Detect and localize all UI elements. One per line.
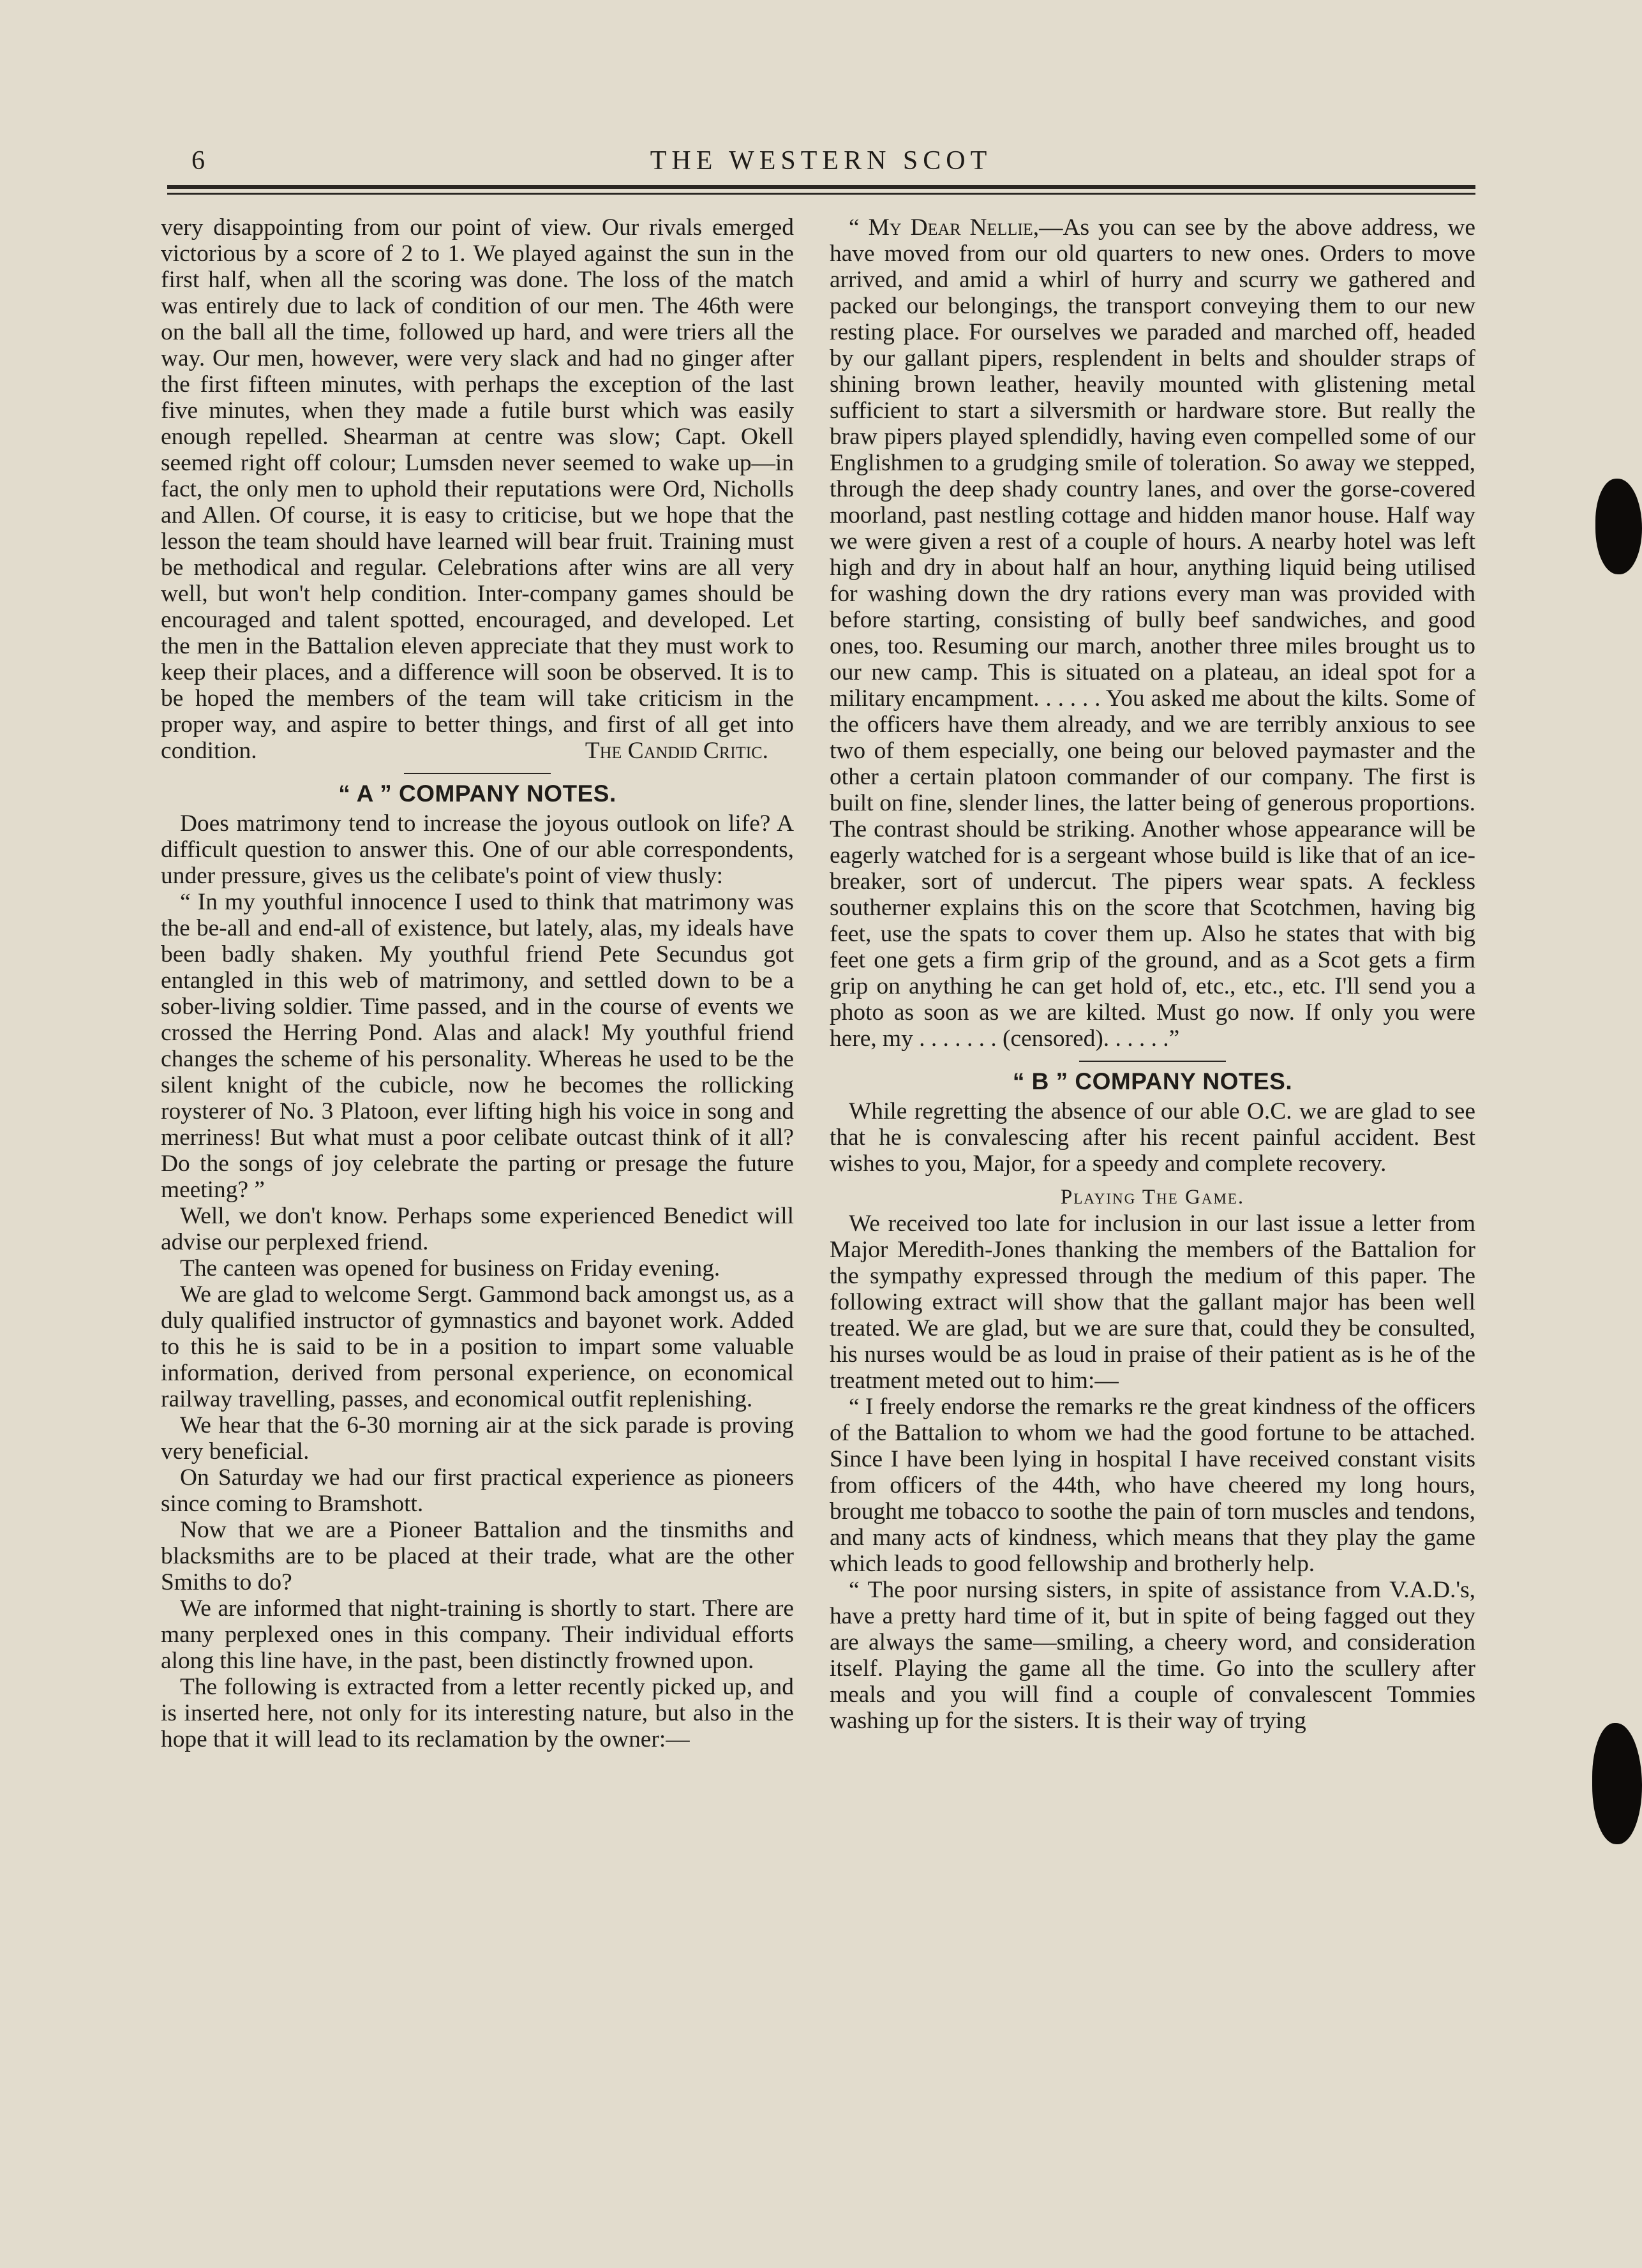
header-rule [167,185,1475,189]
signature: The Candid Critic. [585,738,768,764]
paragraph: very disappointing from our point of view. Our rivals emerged victorious by a score of 2 to 1. We played against the sun in the first half, when all the scoring was done. The loss of the match was entirely due to lack of condition of our men. The 46th were on the ball all the time, followed up hard, and were triers all the way. Our men, however, were very slack and had no ginger after the first fifteen minutes, with perhaps the exception of the last five minutes, when they made a futile burst which was easily enough repelled. Shearman at centre was slow; Capt. Okell seemed right off colour; Lumsden never seemed to wake up—in fact, the only men to uphold their reputations were Ord, Nicholls and Allen. Of course, it is easy to criticise, but we hope that the lesson the team should have learned will bear fruit. Training must be methodical and regular. Celebrations after wins are all very well, but won't help condition. Inter-company games should be encouraged and talent spotted, encouraged, and developed. Let the men in the Battalion eleven appreciate that they must work to keep their places, and a difference will soon be observed. It is to be hoped the members of the team will take criticism in the proper way, and aspire to better things, and first of all get into condition. [161,214,794,764]
header-rule-thin [167,193,1475,195]
paragraph: We are informed that night-training is shortly to start. There are many perplexed ones in this company. Their individual efforts along this line have, in the past, been distinctly frowned upon. [161,1595,794,1674]
letter-body: —As you can see by the above address, we have moved from our old quarters to new ones. Orders to move arrived, and amid a whirl of hurry and scurry we gathered and packed our belongings, the transport conveying them to our new resting place. For ourselves we paraded and marched off, headed by our gallant pipers, resplendent in belts and shoulder straps of shining brown leather, heavily mounted with glistening metal sufficient to start a silversmith or hardware store. But really the braw pipers played splendidly, having even compelled some of our Englishmen to a grudging smile of toleration. So away we stepped, through the deep shady country lanes, and over the gorse-covered moorland, past nestling cottage and hidden manor house. Half way we were given a rest of a couple of hours. A nearby hotel was left high and dry in about half an hour, anything liquid being utilised for washing down the dry rations every man was provided with before starting, consisting of bully beef sandwiches, and good ones, too. Resuming our march, another three miles brought us to our new camp. This is situated on a plateau, an ideal spot for a military encampment. . . . . . You asked me about the kilts. Some of the officers have them already, and we are terribly anxious to see two of them especially, one being our beloved paymaster and the other a certain platoon commander of our company. The first is built on fine, slender lines, the latter being of generous proportions. The contrast should be striking. Another whose appearance will be eagerly watched for is a sergeant whose build is like that of an ice-breaker, sort of undercut. The pipers wear spats. A feckless southerner explains this on the score that Scotchmen, having big feet, use the spats to cover them up. Also he states that with big feet one gets a firm grip of the ground, and as a Scot gets a firm grip on anything he can get hold of, etc., etc., etc. I'll send you a photo as soon as we are kilted. Must go now. If only you were here, my . . . . . . . (censored). . . . . .” [830,214,1475,1052]
paragraph: Now that we are a Pioneer Battalion and the tinsmiths and blacksmiths are to be placed at their trade, what are the other Smiths to do? [161,1517,794,1595]
section-divider [1079,1061,1226,1062]
paragraph: “ The poor nursing sisters, in spite of assistance from V.A.D.'s, have a pretty hard time of it, but in spite of being fagged out they are always the same—smiling, a cheery word, and consideration itself. Playing the game all the time. Go into the scullery after meals and you will find a couple of convalescent Tommies washing up for the sisters. It is their way of trying [830,1577,1475,1734]
paragraph: The following is extracted from a letter recently picked up, and is inserted here, not only for its interesting nature, but also in the hope that it will lead to its reclamation by the owner:— [161,1674,794,1752]
section-heading-a-company: “ A ” COMPANY NOTES. [338,780,616,807]
left-column [161,214,794,1752]
letter-salutation: “ My Dear Nellie, [849,214,1040,241]
section-heading-b-company: “ B ” COMPANY NOTES. [1012,1068,1293,1094]
subheading-playing-the-game: Playing The Game. [1060,1186,1245,1209]
letter-paragraph [830,214,1475,1052]
paragraph: “ In my youthful innocence I used to think that matrimony was the be-all and end-all of existence, but lately, alas, my ideals have been badly shaken. My youthful friend Pete Secundus got entangled in this web of matrimony, and settled down to be a sober-living soldier. Time passed, and in the course of events we crossed the Herring Pond. Alas and alack! My youthful friend changes the scheme of his personality. Whereas he used to be the silent knight of the cubicle, now he becomes the rollicking roysterer of No. 3 Platoon, ever lifting high his voice in song and merriness! But what must a poor celibate outcast think of it all? Do the songs of joy celebrate the parting or presage the future meeting? ” [161,889,794,1203]
paper-damage-hole [1595,479,1642,574]
running-head: THE WESTERN SCOT [650,146,992,175]
section-divider [404,773,551,774]
paragraph: While regretting the absence of our able O.C. we are glad to see that he is convalescing after his recent painful accident. Best wishes to you, Major, for a speedy and complete recovery. [830,1098,1475,1177]
right-column [830,214,1475,1734]
paragraph: Well, we don't know. Perhaps some experienced Benedict will advise our perplexed friend. [161,1203,794,1255]
paragraph: Does matrimony tend to increase the joyous outlook on life? A difficult question to answer this. One of our able correspondents, under pressure, gives us the celibate's point of view thusly: [161,810,794,889]
page-number: 6 [191,146,205,175]
paper-damage-hole [1592,1723,1642,1844]
paragraph: We received too late for inclusion in our last issue a letter from Major Meredith-Jones thanking the members of the Battalion for the sympathy expressed through the medium of this paper. The following extract will show that the gallant major has been well treated. We are glad, but we are sure that, could they be consulted, his nurses would be as loud in praise of their patient as is he of the treatment meted out to him:— [830,1211,1475,1394]
paragraph: We hear that the 6-30 morning air at the sick parade is proving very beneficial. [161,1412,794,1465]
paragraph: “ I freely endorse the remarks re the great kindness of the officers of the Battalion to whom we had the good fortune to be attached. Since I have been lying in hospital I have received constant visits from officers of the 44th, who have cheered my long hours, brought me tobacco to soothe the pain of torn muscles and tendons, and many acts of kindness, which means that they play the game which leads to good fellowship and brotherly help. [830,1394,1475,1577]
paragraph: The canteen was opened for business on Friday evening. [180,1255,720,1281]
paragraph: We are glad to welcome Sergt. Gammond back amongst us, as a duly qualified instructor of gymnastics and bayonet work. Added to this he is said to be in a position to impart some valuable information, derived from personal experience, on economical railway travelling, passes, and economical outfit replenishing. [161,1281,794,1412]
paragraph: On Saturday we had our first practical experience as pioneers since coming to Bramshott. [161,1465,794,1517]
